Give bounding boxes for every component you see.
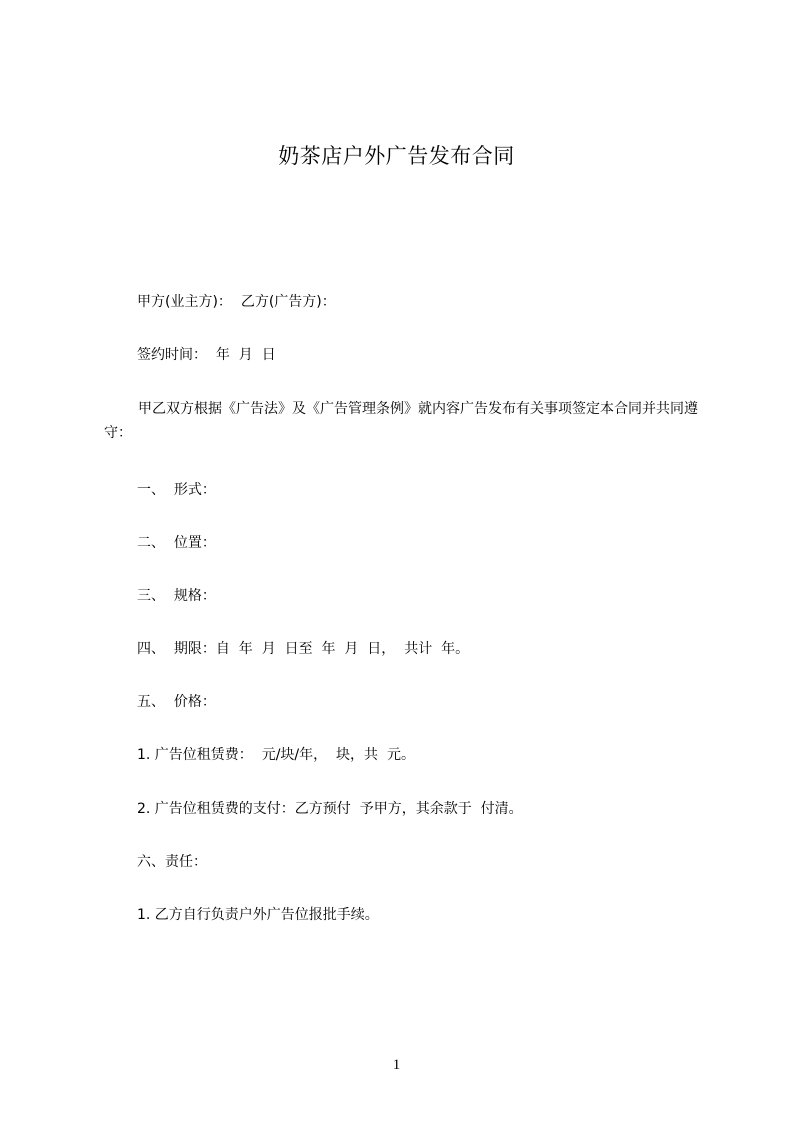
sign-date-line: 签约时间： 年 月 日 bbox=[137, 347, 276, 363]
section-term: 四、 期限：自 年 月 日至 年 月 日， 共计 年。 bbox=[137, 641, 470, 657]
parties-line: 甲方(业主方)： 乙方(广告方)： bbox=[137, 294, 336, 310]
section-location: 二、 位置： bbox=[137, 535, 216, 551]
section-spec: 三、 规格： bbox=[137, 588, 216, 604]
document-title: 奶茶店户外广告发布合同 bbox=[278, 144, 515, 168]
section-responsibility: 六、责任： bbox=[137, 854, 207, 870]
preamble-paragraph: 甲乙双方根据《广告法》及《广告管理条例》就内容广告发布有关事项签定本合同并共同遵守： bbox=[104, 401, 698, 441]
price-item-rent: 1. 广告位租赁费： 元/块/年， 块，共 元。 bbox=[137, 747, 415, 763]
page-number: 1 bbox=[392, 1057, 401, 1073]
section-price: 五、 价格： bbox=[137, 694, 216, 710]
section-form: 一、 形式： bbox=[137, 482, 216, 498]
price-item-payment: 2. 广告位租赁费的支付：乙方预付 予甲方，其余款于 付清。 bbox=[137, 801, 523, 817]
responsibility-item-approval: 1. 乙方自行负责户外广告位报批手续。 bbox=[137, 907, 379, 923]
